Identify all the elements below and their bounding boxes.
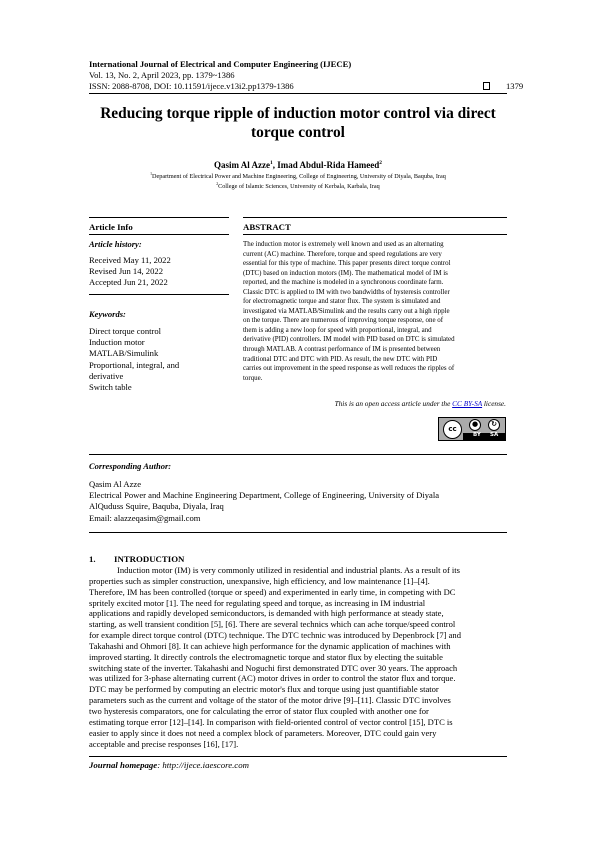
received-date: Received May 11, 2022	[89, 255, 171, 265]
body-line: two hysteresis comparators, one for calculating the error of stator flux coupled with another one for	[89, 705, 429, 716]
title-line-1: Reducing torque ripple of induction motor control via direct	[100, 105, 496, 122]
body-line: Induction motor (IM) is very commonly utilized in residential and industrial plants. As a result of its	[117, 565, 461, 575]
homepage-url[interactable]: http://ijece.iaescore.com	[162, 760, 249, 770]
abstract-line: derivative (PID) controllers. IM model with PID based on DTC is simulated	[243, 335, 455, 344]
badge-strip	[463, 433, 505, 440]
abstract-line: on the torque. There are numerous of improving torque response, one of	[243, 316, 444, 325]
page-icon	[483, 82, 490, 90]
body-line: parameters such as the current and voltage of the stator of the motor drive [9]–[11]. Classic DTC involves	[89, 695, 451, 706]
keywords-rule	[89, 294, 229, 295]
abstract-line: current (AC) machine. Therefore, torque and speed regulations are very	[243, 249, 442, 258]
paper-title	[89, 104, 507, 142]
keyword: derivative	[89, 370, 124, 381]
header-rule	[89, 93, 507, 94]
volume-info: Vol. 13, No. 2, April 2023, pp. 1379~1386	[89, 70, 235, 80]
info-sub-rule	[89, 234, 229, 235]
license-link[interactable]: CC BY-SA	[452, 399, 483, 408]
body-line: for example direct torque control (DTC) technique. The DTC technic was introduced by Depenbrock [7] and	[89, 630, 461, 641]
abstract-line: essential for this type of machine. This paper presents direct torque control	[243, 259, 451, 268]
corresponding-rule	[89, 532, 507, 533]
abstract-line: (DTC) based on induction motors (IM). The mathematical model of IM is	[243, 268, 448, 277]
body-line: starting, as well transient condition [5], [6]. There are several technics which can ache torque/speed control	[89, 619, 456, 630]
title-line-2: torque control	[251, 124, 345, 141]
cc-by-sa-badge[interactable]	[438, 417, 506, 441]
author-2-affil: 2	[379, 160, 382, 166]
keyword: MATLAB/Simulink	[89, 348, 159, 359]
abstract-top-rule	[243, 217, 507, 218]
corresponding-heading: Corresponding Author:	[89, 461, 172, 471]
body-line: properties such as simpler construction, unexpansive, high efficiency, and low maintenance [1]–[4].	[89, 575, 430, 586]
abstract-heading: ABSTRACT	[243, 222, 291, 232]
license-suffix: license.	[482, 399, 506, 408]
body-line: estimating torque error [12]–[14]. In comparison with field-oriented control of vector control [15], DTC is	[89, 716, 453, 727]
affil-1-mark: 1	[150, 171, 153, 176]
badge-sa-label: SA	[490, 432, 499, 438]
abstract-line: investigated via MATLAB/Simulink and the results carry out a high ripple	[243, 306, 450, 315]
body-line: spritely excited motor [1]. The need for regulating speed and torque, as increasing in IM industrial	[89, 597, 426, 608]
affil-1-text: Department of Electrical Power and Machine Engineering, College of Engineering, University of Diyala, Baquba, Iraq	[152, 173, 446, 180]
section-title: INTRODUCTION	[114, 554, 185, 564]
body-line: applications and rapidly developed semiconductors, is demanded with high performance at steady state,	[89, 608, 444, 619]
corresponding-dept: Electrical Power and Machine Engineering Department, College of Engineering, University of Diyala	[89, 490, 440, 501]
corresponding-details	[89, 479, 509, 524]
abstract-line: reported, and the machine is modeled in a synchronous coordinate farm.	[243, 278, 444, 287]
affil-2-text: College of Islamic Sciences, University of Kerbala, Karbala, Iraq	[218, 183, 380, 190]
journal-homepage	[89, 760, 249, 770]
journal-name: International Journal of Electrical and Computer Engineering (IJECE)	[89, 59, 352, 69]
page-number: 1379	[506, 81, 524, 91]
affil-2-mark: 2	[216, 181, 219, 186]
affiliation-2	[89, 182, 507, 191]
license-prefix: This is an open access article under the	[334, 399, 453, 408]
share-alike-icon: ↻	[488, 419, 500, 431]
author-1-affil: 1	[270, 160, 273, 166]
homepage-separator: :	[157, 760, 163, 770]
article-info-heading: Article Info	[89, 222, 133, 232]
badge-by-label: BY	[473, 432, 481, 438]
article-dates	[89, 255, 171, 289]
body-line: Takahashi and Ohmori [8]. It can achieve high performance for the dynamic application of machines with	[89, 640, 451, 651]
introduction-body	[89, 565, 507, 749]
body-line: easier to apply since it does not need a complex block of parameters. Moreover, DTC could gain very	[89, 727, 437, 738]
abstract-line: traditional DTC and DTC with PID. As result, the new DTC with PID	[243, 354, 438, 363]
article-history-heading: Article history:	[89, 239, 142, 249]
author-1: Qasim Al Azze	[214, 160, 271, 170]
corresponding-name: Qasim Al Azze	[89, 479, 142, 489]
footer-rule	[89, 756, 507, 757]
keyword: Induction motor	[89, 337, 145, 348]
body-line: was utilized for 3-phase alternating current (AC) motor drives in order to control the stator flux and torque.	[89, 673, 456, 684]
keyword: Switch table	[89, 382, 132, 393]
corresponding-address: AlQuduss Squire, Baquba, Diyala, Iraq	[89, 501, 224, 512]
body-line: switching state of the inverter. Takahashi and Noguchi first demonstrated DTC over 30 years. The approach	[89, 662, 458, 673]
keyword: Direct torque control	[89, 326, 162, 336]
attribution-person-icon: ●	[469, 419, 481, 431]
body-line: improved starting. It directly controls the electromagnetic torque and stator flux by electing the suitable	[89, 651, 443, 662]
section-heading	[89, 554, 184, 564]
abstract-line: through MATLAB. A contrast performance of IM is presented between	[243, 345, 441, 354]
abstract-line: carries out improvement in the speed response as well reduces the ripples of	[243, 364, 455, 373]
revised-date: Revised Jun 14, 2022	[89, 266, 163, 277]
keyword: Proportional, integral, and	[89, 359, 180, 370]
issn-doi: ISSN: 2088-8708, DOI: 10.11591/ijece.v13i2.pp1379-1386	[89, 81, 294, 91]
body-line: DTC may be performed by computing an electric motor's flux and torque using just quantifiable stator	[89, 684, 439, 695]
section-number: 1.	[89, 554, 96, 564]
abstract-sub-rule	[243, 234, 507, 235]
cc-icon: cc	[443, 420, 462, 439]
body-line: acceptable and precise responses [16], [17].	[89, 738, 239, 749]
abstract-line: The induction motor is extremely well known and used as an alternating	[243, 240, 444, 248]
author-2: Imad Abdul-Rida Hameed	[277, 160, 380, 170]
info-bottom-rule	[89, 454, 507, 455]
abstract-line: for electromagnetic torque and stator flux. The system is simulated and	[243, 297, 441, 306]
homepage-label: Journal homepage	[89, 760, 158, 770]
accepted-date: Accepted Jun 21, 2022	[89, 277, 168, 288]
author-list: Qasim Al Azze$^1$, Imad Abdul-Rida Hameed$^2$	[214, 160, 382, 170]
keywords-list	[89, 326, 179, 393]
abstract-line: Classic DTC is applied to IM with two bandwidths of hysteresis controller	[243, 287, 450, 296]
info-top-rule	[89, 217, 229, 218]
abstract-line: them is adding a new loop for speed with proportional, integral, and	[243, 325, 432, 334]
affiliation-1	[89, 172, 507, 181]
body-line: Therefore, IM has been controlled (torque or speed) and experimented in early time, in competing with DC	[89, 586, 456, 597]
abstract-line: torque.	[243, 373, 263, 382]
license-note	[243, 399, 506, 408]
abstract-body	[243, 240, 506, 383]
keywords-heading: Keywords:	[89, 309, 126, 319]
corresponding-email: Email: alazzeqasim@gmail.com	[89, 512, 201, 523]
